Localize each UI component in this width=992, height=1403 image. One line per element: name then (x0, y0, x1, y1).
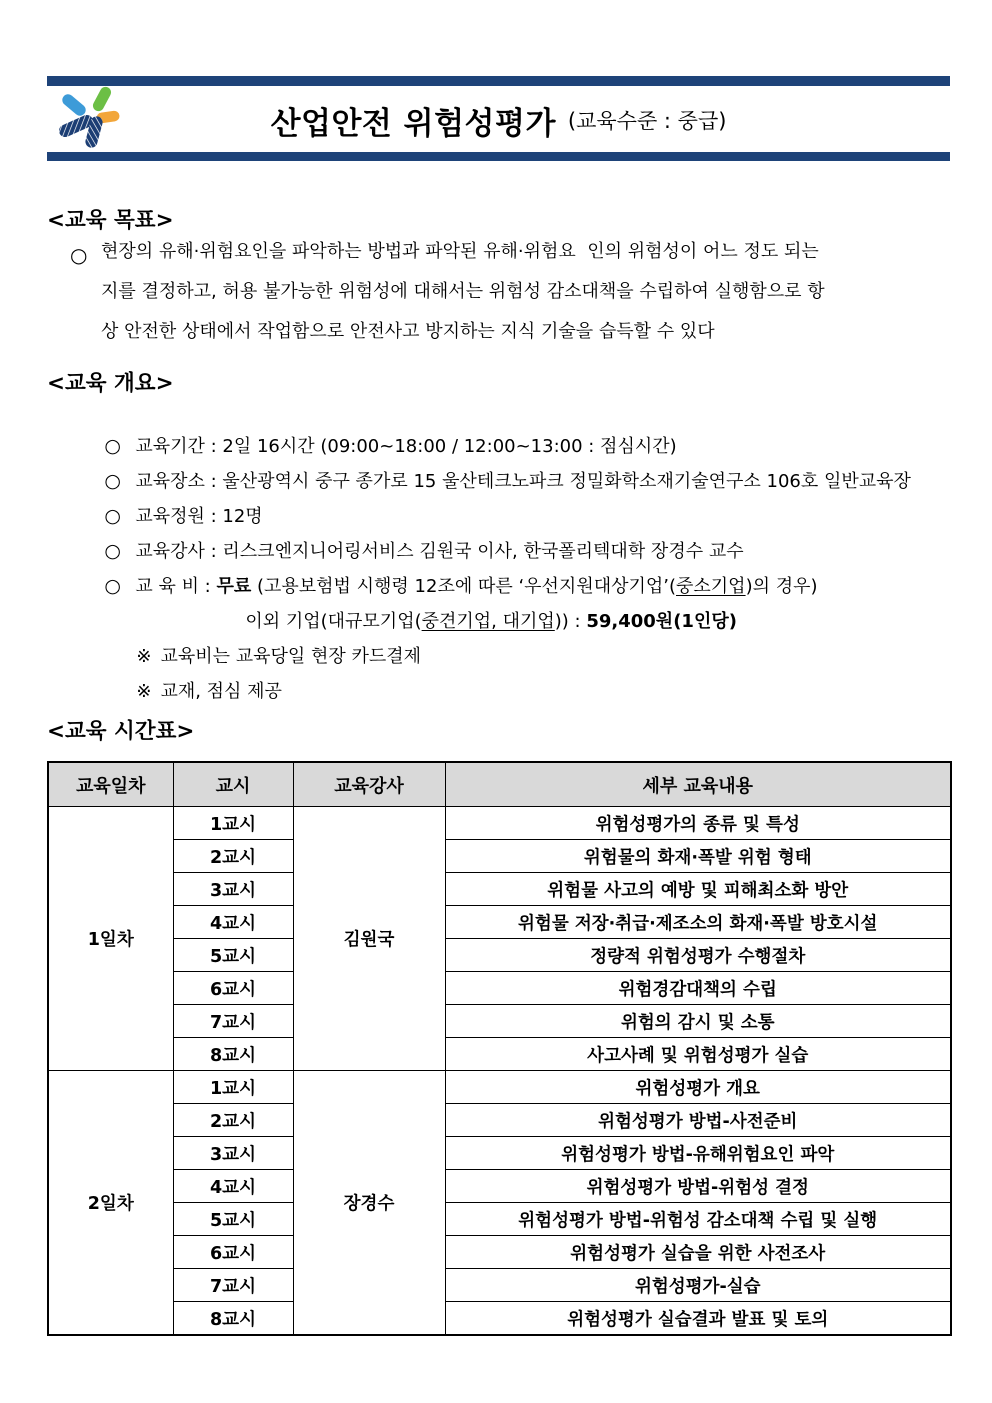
goal-bullet: ○ (70, 243, 88, 267)
list-bullet: ○ (104, 575, 121, 597)
goal-line: 지를 결정하고, 허용 불가능한 위험성에 대해서는 위험성 감소대책을 수립하여 실행함으로 항 (101, 281, 825, 302)
fee-condition-text: (고용보험법 시행령 12조에 따른 ‘우선지원대상기업’( (251, 576, 677, 597)
schedule-table (47, 761, 952, 1336)
table-row (48, 972, 951, 1005)
goal-line: 상 안전한 상태에서 작업함으로 안전사고 방지하는 지식 기술을 습득할 수 있다 (101, 321, 715, 342)
content-cell: 사고사례 및 위험성평가 실습 (445, 1038, 951, 1071)
table-row (48, 807, 951, 840)
overview-item-text: 교육기간 : 2일 16시간 (09:00~18:00 / 12:00~13:00 : 점심시간) (135, 436, 677, 457)
fee-other-pre: 이외 기업(대규모기업( (245, 611, 422, 632)
overview-item-period (70, 394, 970, 457)
page-title: 산업안전 위험성평가 (270, 105, 556, 142)
period-cell: 1교시 (173, 807, 293, 840)
period-cell: 2교시 (173, 840, 293, 873)
period-cell: 1교시 (173, 1071, 293, 1104)
table-row (48, 1236, 951, 1269)
list-bullet: ○ (104, 540, 121, 562)
table-row (48, 1104, 951, 1137)
table-row (48, 1269, 951, 1302)
content-cell: 위험성평가 개요 (445, 1071, 951, 1104)
table-row (48, 906, 951, 939)
period-cell: 7교시 (173, 1269, 293, 1302)
section-heading-overview: <교육 개요> (47, 371, 174, 396)
period-cell: 5교시 (173, 939, 293, 972)
overview-item-text: 교육장소 : 울산광역시 중구 종가로 15 울산테크노파크 정밀화학소재기술연구소 106호 일반교육장 (135, 471, 911, 492)
page-subtitle: (교육수준 : 중급) (567, 109, 727, 133)
note-marker-icon: ※ (136, 681, 152, 702)
period-cell: 5교시 (173, 1203, 293, 1236)
table-row (48, 1203, 951, 1236)
header-top-bar (47, 76, 950, 86)
fee-free-text: 무료 (216, 576, 252, 597)
list-bullet: ○ (104, 435, 121, 457)
table-row (48, 1038, 951, 1071)
content-cell: 위험성평가 실습결과 발표 및 토의 (445, 1302, 951, 1336)
note-text: 교육비는 교육당일 현장 카드결제 (160, 646, 422, 667)
content-cell: 정량적 위험성평가 수행절차 (445, 939, 951, 972)
table-row (48, 1170, 951, 1203)
table-row (48, 873, 951, 906)
table-row (48, 1071, 951, 1104)
fee-underlined-sme: 중소기업 (676, 576, 746, 597)
section-heading-schedule: <교육 시간표> (47, 719, 195, 744)
note-text: 교재, 점심 제공 (160, 681, 282, 702)
goal-line: 현장의 유해·위험요인을 파악하는 방법과 파악된 유해·위험요 인의 위험성이 어느 정도 되는 (101, 241, 819, 262)
period-cell: 2교시 (173, 1104, 293, 1137)
fee-price-text: 59,400원(1인당) (586, 611, 737, 632)
content-cell: 위험성평가 방법-위험성 결정 (445, 1170, 951, 1203)
period-cell: 8교시 (173, 1302, 293, 1336)
content-cell: 위험성평가 방법-유해위험요인 파악 (445, 1137, 951, 1170)
period-cell: 4교시 (173, 906, 293, 939)
overview-item-text: 교육강사 : 리스크엔지니어링서비스 김원국 이사, 한국폴리텍대학 장경수 교수 (135, 541, 744, 562)
content-cell: 위험의 감시 및 소통 (445, 1005, 951, 1038)
schedule-table-body (48, 807, 951, 1336)
content-cell: 위험성평가-실습 (445, 1269, 951, 1302)
content-cell: 위험성평가 실습을 위한 사전조사 (445, 1236, 951, 1269)
col-header-period: 교시 (173, 762, 293, 807)
content-cell: 위험성평가 방법-위험성 감소대책 수립 및 실행 (445, 1203, 951, 1236)
col-header-content: 세부 교육내용 (445, 762, 951, 807)
table-row (48, 939, 951, 972)
overview-item-text: 교육정원 : 12명 (135, 506, 263, 527)
overview-list (70, 394, 970, 702)
fee-underlined-large: 중견기업, 대기업 (421, 611, 555, 632)
header-title-row (47, 90, 950, 150)
period-cell: 3교시 (173, 873, 293, 906)
instructor-cell: 김원국 (293, 807, 445, 1071)
content-cell: 위험성평가의 종류 및 특성 (445, 807, 951, 840)
period-cell: 8교시 (173, 1038, 293, 1071)
note-marker-icon: ※ (136, 646, 152, 667)
header-row (48, 762, 951, 807)
content-cell: 위험경감대책의 수립 (445, 972, 951, 1005)
goal-paragraph (101, 232, 961, 352)
content-cell: 위험성평가 방법-사전준비 (445, 1104, 951, 1137)
period-cell: 6교시 (173, 972, 293, 1005)
fee-other-mid: )) : (554, 611, 587, 632)
list-bullet: ○ (104, 505, 121, 527)
content-cell: 위험물의 화재·폭발 위험 형태 (445, 840, 951, 873)
table-row (48, 1137, 951, 1170)
period-cell: 4교시 (173, 1170, 293, 1203)
instructor-cell: 장경수 (293, 1071, 445, 1336)
list-bullet: ○ (104, 470, 121, 492)
fee-condition-end: )의 경우) (745, 576, 818, 597)
section-heading-goal: <교육 목표> (47, 208, 174, 233)
table-row (48, 1302, 951, 1336)
period-cell: 6교시 (173, 1236, 293, 1269)
period-cell: 3교시 (173, 1137, 293, 1170)
day-cell: 1일차 (48, 807, 173, 1071)
day-cell: 2일차 (48, 1071, 173, 1336)
schedule-table-header (48, 762, 951, 807)
col-header-instructor: 교육강사 (293, 762, 445, 807)
fee-label: 교 육 비 : (135, 576, 217, 597)
content-cell: 위험물 사고의 예방 및 피해최소화 방안 (445, 873, 951, 906)
content-cell: 위험물 저장·취급·제조소의 화재·폭발 방호시설 (445, 906, 951, 939)
header-bottom-bar (47, 152, 950, 161)
table-row (48, 1005, 951, 1038)
col-header-day: 교육일차 (48, 762, 173, 807)
period-cell: 7교시 (173, 1005, 293, 1038)
table-row (48, 840, 951, 873)
